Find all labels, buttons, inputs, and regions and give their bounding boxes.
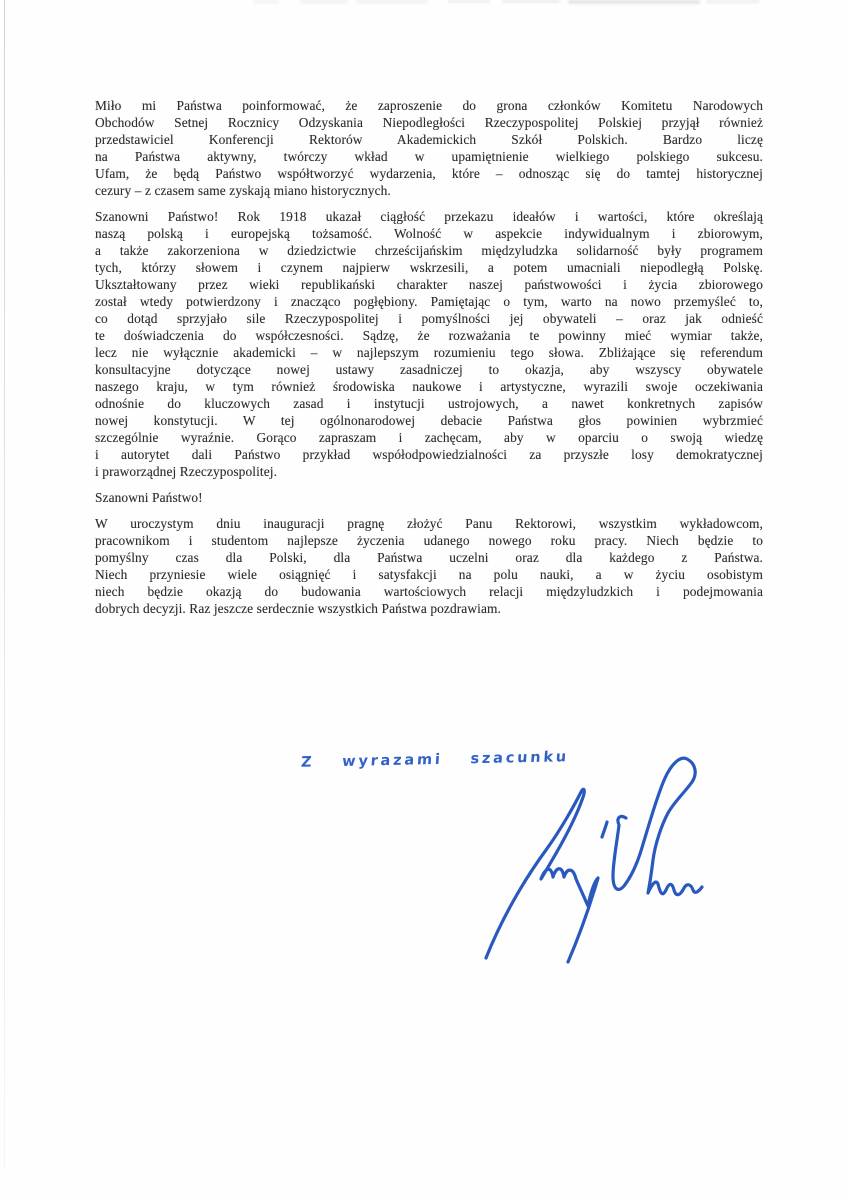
text-line: Miło mi Państwa poinformować, że zaproszenie do grona członków Komitetu Narodowych <box>95 98 763 113</box>
text-line: Niech przyniesie wiele osiągnięć i satysfakcji na polu nauki, a w życiu osobistym <box>95 567 763 582</box>
paragraph-salutation <box>95 489 763 506</box>
text-line: Szanowni Państwo! <box>95 490 203 505</box>
text-line: pracownikom i studentom najlepsze życzenia udanego nowego roku pracy. Niech będzie to <box>95 533 763 548</box>
scan-smudge <box>253 0 279 3</box>
paragraph-1 <box>95 97 763 199</box>
text-line: odnośnie do kluczowych zasad i instytucji ustrojowych, a nawet konkretnych zapisów <box>95 396 763 411</box>
text-line: na Państwa aktywny, twórczy wkład w upamiętnienie wielkiego polskiego sukcesu. <box>95 149 763 164</box>
scan-smudge <box>300 0 348 3</box>
text-line: konsultacyjne dotyczące nowej ustawy zasadniczej to okazja, aby wszyscy obywatele <box>95 362 763 377</box>
scan-edge-artifact <box>4 0 5 1170</box>
scan-smudge <box>706 0 760 3</box>
text-line: nowej konstytucji. W tej ogólnonarodowej debacie Państwa głos powinien wybrzmieć <box>95 413 763 428</box>
text-line: lecz nie wyłącznie akademicki – w najlepszym rozumieniu tego słowa. Zbliżające się referendum <box>95 345 763 360</box>
text-line: i autorytet dali Państwo przykład współodpowiedzialności za przyszłe losy demokratycznej <box>95 447 763 462</box>
text-line: tych, którzy słowem i czynem najpierw wskrzesili, a potem umacniali niepodległą Polskę. <box>95 260 763 275</box>
text-line: Obchodów Setnej Rocznicy Odzyskania Niepodległości Rzeczypospolitej Polskiej przyjął również <box>95 115 763 130</box>
handwritten-valediction: Z wyrazami szacunku <box>300 749 570 771</box>
text-line: Ukształtowany przez wieki republikański charakter naszej państwowości i życia zbiorowego <box>95 277 763 292</box>
text-line: i praworządnej Rzeczypospolitej. <box>95 464 278 479</box>
text-line: co dotąd sprzyjało sile Rzeczypospolitej i pomyślności jej obywateli – oraz jak odnieść <box>95 311 763 326</box>
text-line: niech będzie okazją do budowania wartościowych relacji międzyludzkich i podejmowania <box>95 584 763 599</box>
scan-smudge <box>356 0 428 3</box>
paragraph-closing <box>95 515 763 617</box>
scan-smudge <box>502 0 560 3</box>
text-line: cezury – z czasem same zyskają miano historycznych. <box>95 183 391 198</box>
text-line: dobrych decyzji. Raz jeszcze serdecznie wszystkich Państwa pozdrawiam. <box>95 601 501 616</box>
text-line: naszą polską i europejską tożsamość. Wolność w aspekcie indywidualnym i zbiorowym, <box>95 226 763 241</box>
text-line: przedstawiciel Konferencji Rektorów Akademickich Szkół Polskich. Bardzo liczę <box>95 132 763 147</box>
text-line: naszego kraju, w tym również środowiska naukowe i artystyczne, wyrazili swoje oczekiwania <box>95 379 763 394</box>
scan-smudge <box>568 0 700 4</box>
text-line: został wtedy potwierdzony i znacząco pogłębiony. Pamiętając o tym, warto na nowo przemyśleć to, <box>95 294 763 309</box>
text-line: szczególnie wyraźnie. Gorąco zapraszam i zachęcam, aby w oparciu o swoją wiedzę <box>95 430 763 445</box>
signature-scrawl <box>450 740 730 975</box>
text-line: pomyślny czas dla Polski, dla Państwa uczelni oraz dla każdego z Państwa. <box>95 550 763 565</box>
scan-smudge <box>448 0 490 3</box>
text-line: Ufam, że będą Państwo współtworzyć wydarzenia, które – odnosząc się do tamtej historycznej <box>95 166 763 181</box>
text-line: te doświadczenia do współczesności. Sądzę, że rozważania te powinny mieć wymiar także, <box>95 328 763 343</box>
paragraph-2 <box>95 208 763 480</box>
text-line: W uroczystym dniu inauguracji pragnę złożyć Panu Rektorowi, wszystkim wykładowcom, <box>95 516 763 531</box>
letter-body <box>95 97 763 626</box>
text-line: Szanowni Państwo! Rok 1918 ukazał ciągłość przekazu ideałów i wartości, które określają <box>95 209 763 224</box>
text-line: a także zakorzeniona w dziedzictwie chrześcijańskim międzyludzka solidarność były programem <box>95 243 763 258</box>
